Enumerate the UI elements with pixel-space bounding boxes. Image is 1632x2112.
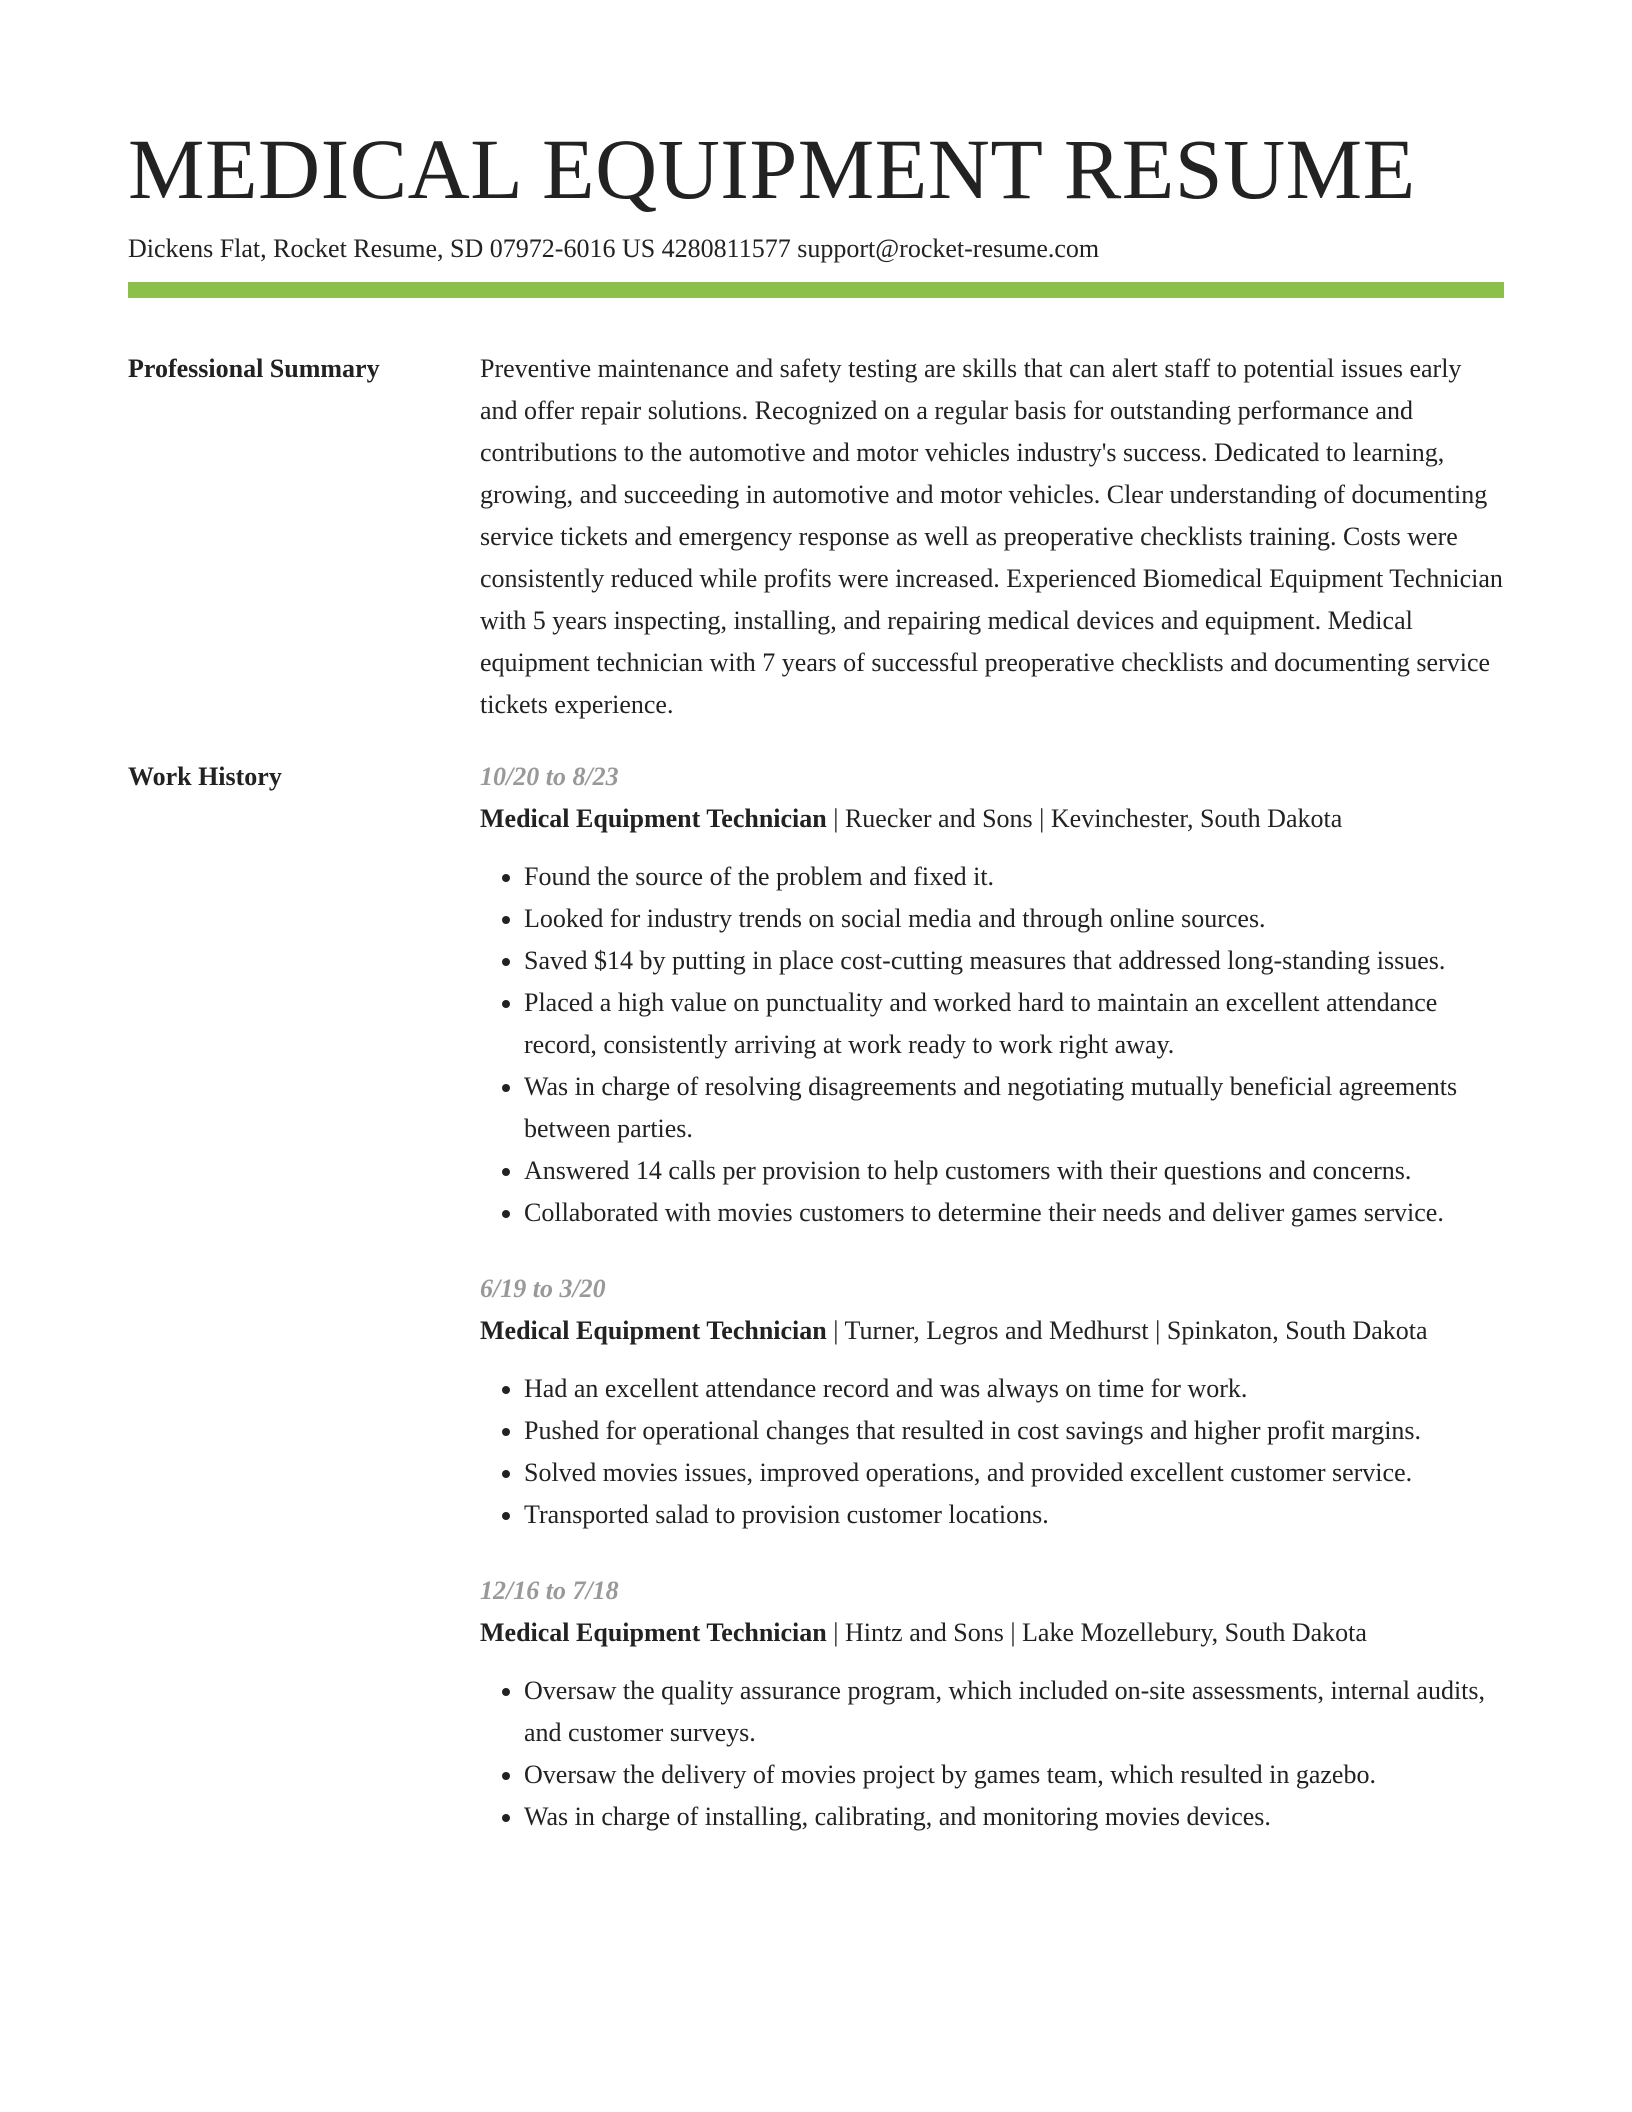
job-company-location: | Hintz and Sons | Lake Mozellebury, South Dakota [826,1618,1367,1647]
contact-info: Dickens Flat, Rocket Resume, SD 07972-6016 US 4280811577 support@rocket-resume.com [128,234,1100,263]
job-company-location: | Turner, Legros and Medhurst | Spinkaton, South Dakota [826,1316,1428,1345]
job-bullet: • Was in charge of installing, calibrating, and monitoring movies devices. [524,1796,1504,1838]
work-history-body [480,756,1504,1872]
summary-body [480,348,1504,726]
job-header [480,798,1504,840]
job-dates: 10/20 to 8/23 [480,762,619,791]
summary-section [128,348,1504,726]
job-bullet: • Oversaw the quality assurance program, which included on-site assessments, internal audits, and customer surveys. [524,1670,1504,1754]
job-bullet: • Looked for industry trends on social media and through online sources. [524,898,1504,940]
job-dates: 12/16 to 7/18 [480,1576,619,1605]
job-header [480,1612,1504,1654]
job-entry [480,1268,1504,1536]
job-company-location: | Ruecker and Sons | Kevinchester, South Dakota [826,804,1343,833]
accent-divider [128,282,1504,298]
summary-text: Preventive maintenance and safety testing are skills that can alert staff to potential issues early and offer repair solutions. Recognized on a regular basis for outstanding performance and contributions to the automotive and motor vehicles industry's success. Dedicated to learning, growing, and succeeding in automotive and motor vehicles. Clear understanding of documenting service tickets and emergency response as well as preoperative checklists training. Costs were consistently reduced while profits were increased. Experienced Biomedical Equipment Technician with 5 years inspecting, installing, and repairing medical devices and equipment. Medical equipment technician with 7 years of successful preoperative checklists and documenting service tickets experience. [480,354,1503,719]
job-bullets [480,856,1504,1234]
job-header [480,1310,1504,1352]
work-history-section [128,756,1504,1872]
job-bullet: • Solved movies issues, improved operations, and provided excellent customer service. [524,1452,1504,1494]
job-bullet: • Collaborated with movies customers to determine their needs and deliver games service. [524,1192,1504,1234]
job-role: Medical Equipment Technician [480,1316,827,1345]
job-bullet: • Had an excellent attendance record and was always on time for work. [524,1368,1504,1410]
job-bullet: • Answered 14 calls per provision to help customers with their questions and concerns. [524,1150,1504,1192]
section-label-work-history: Work History [128,762,282,791]
job-bullet: • Found the source of the problem and fixed it. [524,856,1504,898]
resume-page [128,120,1504,1872]
job-entry [480,1570,1504,1838]
job-dates: 6/19 to 3/20 [480,1274,606,1303]
job-entry [480,756,1504,1234]
job-bullet: • Transported salad to provision customer locations. [524,1494,1504,1536]
job-bullet: • Saved $14 by putting in place cost-cutting measures that addressed long-standing issues. [524,940,1504,982]
job-bullet: • Placed a high value on punctuality and worked hard to maintain an excellent attendance record, consistently arriving at work ready to work right away. [524,982,1504,1066]
job-bullet: • Oversaw the delivery of movies project by games team, which resulted in gazebo. [524,1754,1504,1796]
job-role: Medical Equipment Technician [480,804,827,833]
job-bullets [480,1368,1504,1536]
job-role: Medical Equipment Technician [480,1618,827,1647]
section-label-summary: Professional Summary [128,354,380,383]
resume-title: MEDICAL EQUIPMENT RESUME [128,121,1416,217]
job-bullet: • Was in charge of resolving disagreements and negotiating mutually beneficial agreements between parties. [524,1066,1504,1150]
job-bullet: • Pushed for operational changes that resulted in cost savings and higher profit margins. [524,1410,1504,1452]
job-bullets [480,1670,1504,1838]
